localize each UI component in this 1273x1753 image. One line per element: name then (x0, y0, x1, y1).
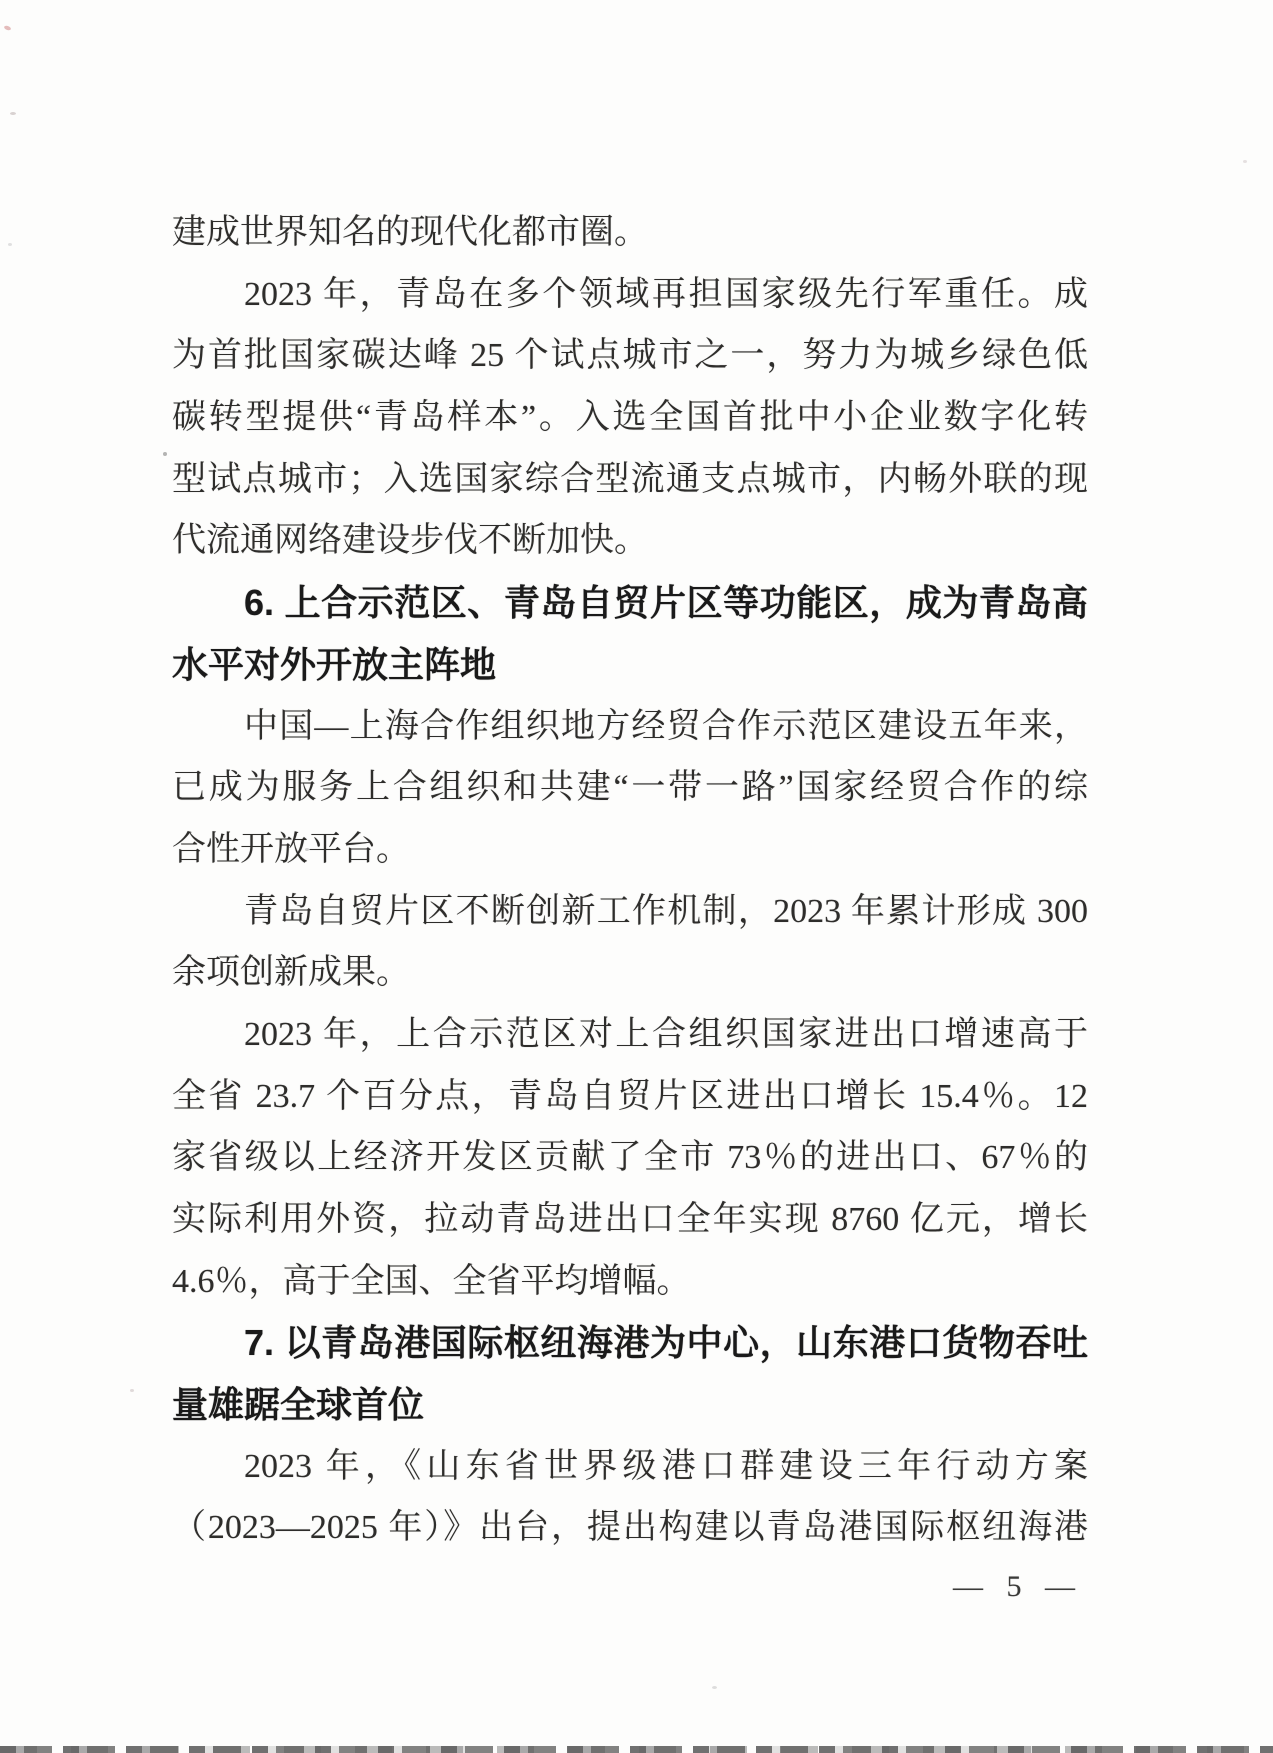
scan-speckle (10, 112, 16, 115)
body-text-line: 家省级以上经济开发区贡献了全市 73％的进出口、67％的 (172, 1139, 1088, 1177)
scan-speckle (8, 243, 12, 246)
body-text-line: 全省 23.7 个百分点，青岛自贸片区进出口增长 15.4％。12 (172, 1077, 1088, 1115)
scan-speckle (305, 848, 309, 851)
scan-speckle (1243, 160, 1247, 163)
body-text-line: 合性开放平台。 (172, 830, 410, 868)
body-text-line: 2023 年，《山东省世界级港口群建设三年行动方案 (244, 1447, 1088, 1485)
document-text-block (172, 202, 1088, 1559)
body-text-line: 代流通网络建设步伐不断加快。 (172, 522, 648, 560)
body-text-line: 建成世界知名的现代化都市圈。 (172, 214, 648, 251)
scan-noise-bottom-edge (0, 1746, 1273, 1753)
scan-speckle (163, 452, 167, 456)
body-text-line: 中国—上海合作组织地方经贸合作示范区建设五年来， (244, 707, 1088, 745)
body-text-line: （2023—2025 年）》出台，提出构建以青岛港国际枢纽海港 (172, 1509, 1088, 1547)
scan-speckle (130, 1389, 134, 1392)
section-7-heading-line-1: 7. 以青岛港国际枢纽海港为中心，山东港口货物吞吐 (244, 1322, 1088, 1364)
section-6-heading-line-1: 6. 上合示范区、青岛自贸片区等功能区，成为青岛高 (244, 582, 1088, 624)
body-text-line: 型试点城市；入选国家综合型流通支点城市，内畅外联的现 (172, 460, 1088, 498)
body-text-line: 为首批国家碳达峰 25 个试点城市之一，努力为城乡绿色低 (172, 337, 1088, 375)
body-text-line: 青岛自贸片区不断创新工作机制，2023 年累计形成 300 (244, 892, 1088, 930)
body-text-line: 余项创新成果。 (172, 954, 410, 992)
body-text-line: 实际利用外资，拉动青岛进出口全年实现 8760 亿元，增长 (172, 1201, 1088, 1238)
body-text-line: 已成为服务上合组织和共建“一带一路”国家经贸合作的综 (172, 769, 1088, 807)
body-text-line: 4.6％，高于全国、全省平均增幅。 (172, 1262, 691, 1300)
section-7-heading-line-2: 量雄踞全球首位 (172, 1384, 425, 1426)
scan-speckle (712, 1686, 717, 1689)
section-6-heading-line-2: 水平对外开放主阵地 (172, 643, 497, 685)
body-text-line: 碳转型提供“青岛样本”。入选全国首批中小企业数字化转 (172, 399, 1088, 437)
body-text-line: 2023 年，上合示范区对上合组织国家进出口增速高于 (244, 1015, 1088, 1053)
scan-speckle (4, 25, 12, 31)
body-text-line: 2023 年，青岛在多个领域再担国家级先行军重任。成 (244, 275, 1088, 313)
page-number: — 5 — (953, 1570, 1077, 1603)
